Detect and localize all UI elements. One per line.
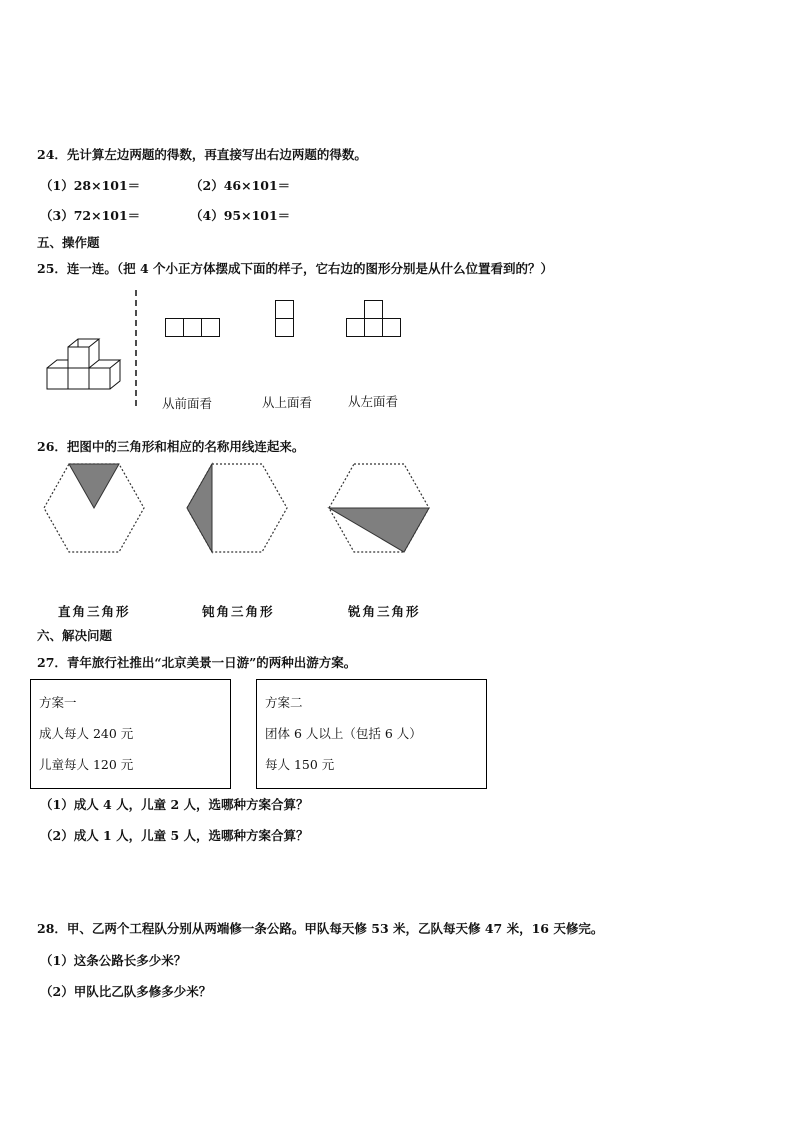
plan1-box bbox=[30, 679, 231, 789]
q28-sub-1: （1）这条公路长多少米？ bbox=[40, 953, 187, 968]
view-label-left: 从左面看 bbox=[348, 394, 399, 409]
plan2-name: 方案二 bbox=[265, 695, 303, 710]
view-label-top: 从上面看 bbox=[262, 395, 313, 410]
q24-item-2: （2）46×101＝ bbox=[190, 178, 291, 193]
triangle-label-obtuse: 钝角三角形 bbox=[202, 604, 275, 619]
q27-sub-1: （1）成人 4 人，儿童 2 人，选哪种方案合算？ bbox=[40, 797, 309, 812]
q27-title: 27．青年旅行社推出“北京美景一日游”的两种出游方案。 bbox=[37, 655, 357, 670]
hexagon-right-triangle bbox=[42, 462, 146, 554]
section5-title: 五、操作题 bbox=[37, 235, 100, 250]
section6-title: 六、解决问题 bbox=[37, 628, 113, 643]
q28-title: 28．甲、乙两个工程队分别从两端修一条公路。甲队每天修 53 米，乙队每天修 47 米，16 天修完。 bbox=[37, 921, 604, 936]
q24-item-1: （1）28×101＝ bbox=[40, 178, 141, 193]
q26-title: 26．把图中的三角形和相应的名称用线连起来。 bbox=[37, 439, 305, 454]
hexagon-obtuse-triangle bbox=[185, 462, 289, 554]
view-label-front: 从前面看 bbox=[162, 396, 213, 411]
plan1-line2: 儿童每人 120 元 bbox=[39, 757, 134, 772]
triangle-label-right: 直角三角形 bbox=[58, 604, 131, 619]
q25-title: 25．连一连。（把 4 个小正方体摆成下面的样子，它右边的图形分别是从什么位置看到的？） bbox=[37, 261, 554, 276]
view-shape-three-squares bbox=[165, 318, 221, 338]
plan2-line2: 每人 150 元 bbox=[265, 757, 335, 772]
plan2-line1: 团体 6 人以上（包括 6 人） bbox=[265, 726, 422, 741]
hexagon-acute-triangle bbox=[327, 462, 431, 554]
view-shape-t-shape bbox=[346, 300, 402, 338]
q24-item-4: （4）95×101＝ bbox=[190, 208, 291, 223]
q28-sub-2: （2）甲队比乙队多修多少米？ bbox=[40, 984, 212, 999]
view-shape-two-stacked bbox=[275, 300, 295, 338]
q24-item-3: （3）72×101＝ bbox=[40, 208, 141, 223]
divider-dashed-line bbox=[134, 290, 138, 410]
plan1-line1: 成人每人 240 元 bbox=[39, 726, 134, 741]
plan2-box bbox=[256, 679, 487, 789]
plan1-name: 方案一 bbox=[39, 695, 77, 710]
q27-sub-2: （2）成人 1 人，儿童 5 人，选哪种方案合算？ bbox=[40, 828, 309, 843]
q24-title: 24．先计算左边两题的得数，再直接写出右边两题的得数。 bbox=[37, 147, 367, 162]
triangle-label-acute: 锐角三角形 bbox=[348, 604, 421, 619]
cube-stack-figure bbox=[40, 330, 130, 400]
